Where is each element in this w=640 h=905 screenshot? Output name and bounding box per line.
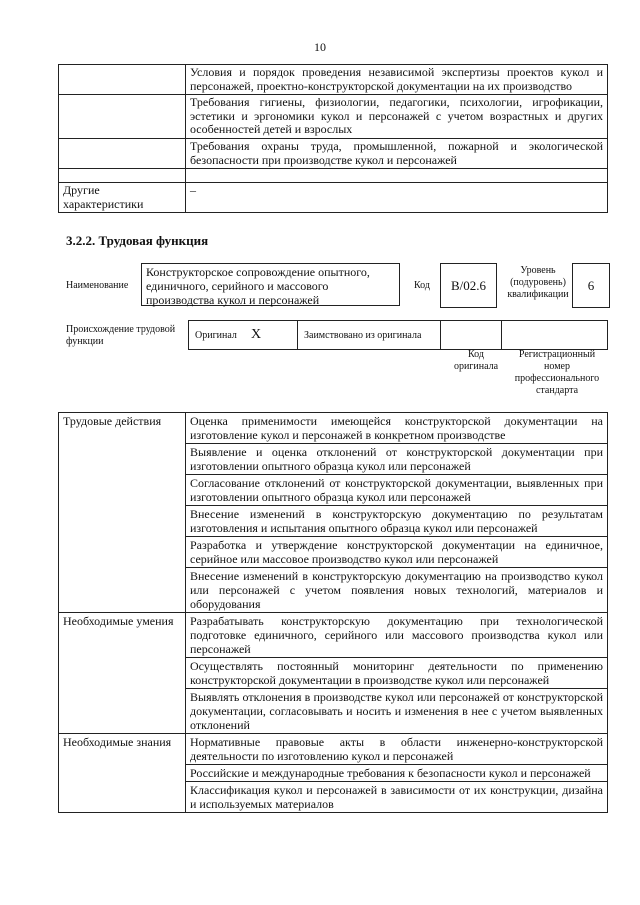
row-label: [59, 138, 186, 168]
original-mark: X: [245, 321, 298, 350]
characteristics-table: [58, 64, 608, 213]
table-row: [59, 169, 608, 183]
reg-number-cell: [502, 321, 608, 350]
borrowed-label: Заимствовано из оригинала: [298, 321, 441, 350]
row-text: Требования охраны труда, промышленной, пожарной и экологической безопасности при производстве кукол и персонажей: [186, 138, 608, 168]
section-heading: 3.2.2. Трудовая функция: [66, 233, 209, 248]
row-text: –: [186, 183, 608, 213]
code-original-cell: [441, 321, 502, 350]
original-label: Оригинал: [189, 321, 246, 350]
table-row: [59, 613, 608, 658]
origin-table: [188, 320, 608, 350]
list-item: Российские и международные требования к безопасности кукол и персонажей: [186, 765, 608, 782]
list-item: Разработка и утверждение конструкторской документации на единичное, серийное или массовое производство кукол или персонажей: [186, 537, 608, 568]
function-code: B/02.6: [440, 263, 497, 308]
function-name: Конструкторское сопровождение опытного, единичного, серийного и массового производства кукол и персонажей: [141, 263, 400, 306]
list-item: Осуществлять постоянный мониторинг деятельности по применению конструкторской документации в производстве кукол или персонажей: [186, 658, 608, 689]
table-row: [59, 413, 608, 444]
row-label: [59, 169, 186, 183]
page-number: 10: [314, 40, 326, 54]
table-row: [189, 321, 608, 350]
table-row: [59, 65, 608, 95]
name-label: Наименование: [66, 280, 129, 291]
group-label-skills: Необходимые умения: [59, 613, 186, 734]
group-label-actions: Трудовые действия: [59, 413, 186, 613]
list-item: Выявление и оценка отклонений от конструкторской документации при изготовлении опытного образца кукол или персонажей: [186, 444, 608, 475]
table-row: [59, 138, 608, 168]
code-label: Код: [414, 280, 430, 291]
list-item: Внесение изменений в конструкторскую документацию на производство кукол или персонажей с учетом появления новых технологий, материалов и оборудования: [186, 568, 608, 613]
list-item: Нормативные правовые акты в области инженерно-конструкторской деятельности по изготовлению кукол и персонажей: [186, 734, 608, 765]
list-item: Разрабатывать конструкторскую документацию при технологической подготовке единичного, серийного или массового производства кукол или персонажей: [186, 613, 608, 658]
function-details-table: [58, 412, 608, 813]
row-text: Условия и порядок проведения независимой экспертизы проектов кукол и персонажей, проектно-конструкторской документации на их производство: [186, 65, 608, 95]
list-item: Классификация кукол и персонажей в зависимости от их конструкции, дизайна и используемых материалов: [186, 782, 608, 813]
table-row: [59, 734, 608, 765]
row-label: [59, 65, 186, 95]
row-text: [186, 169, 608, 183]
code-original-caption: Код оригинала: [453, 349, 499, 372]
list-item: Согласование отклонений от конструкторской документации, выявленных при изготовлении опытного образца кукол или персонажей: [186, 475, 608, 506]
table-row: [59, 95, 608, 139]
row-label: [59, 95, 186, 139]
list-item: Внесение изменений в конструкторскую документацию по результатам изготовления и испытания опытного образца кукол или персонажей: [186, 506, 608, 537]
table-row: [59, 183, 608, 213]
group-label-knowledge: Необходимые знания: [59, 734, 186, 813]
row-text: Требования гигиены, физиологии, педагогики, психологии, игрофикации, эстетики и эргономики кукол и персонажей с учетом возрастных и других особенностей детей и взрослых: [186, 95, 608, 139]
qualification-level: 6: [572, 263, 610, 308]
level-label: Уровень (подуровень) квалификации: [507, 265, 569, 300]
list-item: Оценка применимости имеющейся конструкторской документации на изготовление кукол и персонажей в конкретном производстве: [186, 413, 608, 444]
origin-label: Происхождение трудовой функции: [66, 324, 176, 347]
row-label: Другие характеристики: [59, 183, 186, 213]
reg-number-caption: Регистрационный номер профессионального стандарта: [514, 349, 600, 396]
list-item: Выявлять отклонения в производстве кукол или персонажей от конструкторской документации, согласовывать и носить и изменения в нее с учетом выявленных отклонений: [186, 689, 608, 734]
